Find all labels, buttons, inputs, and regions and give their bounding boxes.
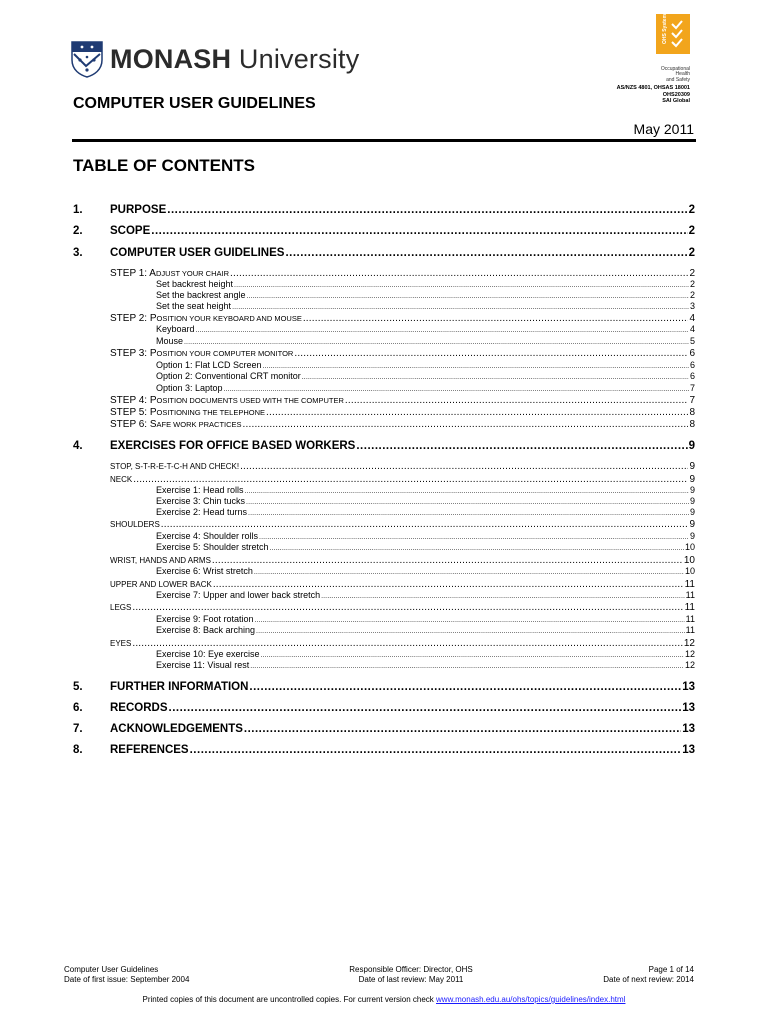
toc-entry-laptop[interactable]: Option 3: Laptop ..... 7 <box>156 383 695 394</box>
toc-entry-step1[interactable]: STEP 1: ADJUST YOUR CHAIR ..... 2 <box>110 268 695 279</box>
toc-entry-step3[interactable]: STEP 3: POSITION YOUR COMPUTER MONITOR ..... 6 <box>110 348 695 359</box>
toc-entry-step4[interactable]: STEP 4: POSITION DOCUMENTS USED WITH THE COMPUTER ..... 7 <box>110 395 695 406</box>
toc-heading: TABLE OF CONTENTS <box>73 156 255 175</box>
toc-entry-exercise-10[interactable]: Exercise 10: Eye exercise ..... 12 <box>156 649 695 660</box>
toc-entry-exercise-7[interactable]: Exercise 7: Upper and lower back stretch ..... 11 <box>156 590 695 601</box>
toc-entry-step2[interactable]: STEP 2: POSITION YOUR KEYBOARD AND MOUSE ..... 4 <box>110 313 695 324</box>
toc-entry-exercise-2[interactable]: Exercise 2: Head turns ..... 9 <box>156 507 695 518</box>
toc-entry-exercise-5[interactable]: Exercise 5: Shoulder stretch ..... 10 <box>156 542 695 553</box>
footer-center <box>300 965 522 985</box>
toc-entry-back[interactable]: UPPER AND LOWER BACK ..... 11 <box>110 579 695 590</box>
toc-entry-step5[interactable]: STEP 5: POSITIONING THE TELEPHONE ..... 8 <box>110 407 695 418</box>
uncontrolled-copy-note: Printed copies of this document are uncontrolled copies. For current version check www.monash.edu.au/ohs/topics/guidelines/index.html <box>142 995 626 1004</box>
toc-entry-shoulders[interactable]: SHOULDERS ..... 9 <box>110 519 695 530</box>
toc-entry-exercise-9[interactable]: Exercise 9: Foot rotation ..... 11 <box>156 614 695 625</box>
ohs-caption: Occupational Health and Safety <box>660 65 690 83</box>
footer-doc-name: Computer User Guidelines <box>64 965 159 974</box>
ohs-certifier: SAI Global <box>662 98 690 104</box>
toc-entry-exercise-8[interactable]: Exercise 8: Back arching ..... 11 <box>156 625 695 636</box>
toc-entry-exercise-1[interactable]: Exercise 1: Head rolls ..... 9 <box>156 485 695 496</box>
toc-entry-mouse[interactable]: Mouse ..... 5 <box>156 336 695 347</box>
toc-entry-step6[interactable]: STEP 6: SAFE WORK PRACTICES ..... 8 <box>110 419 695 430</box>
toc-entry-references[interactable]: 8. REFERENCES ..... 13 <box>110 743 695 757</box>
footer-last-review: Date of last review: May 2011 <box>358 975 464 984</box>
document-title: COMPUTER USER GUIDELINES <box>73 95 316 112</box>
toc-entry-eyes[interactable]: EYES ..... 12 <box>110 638 695 649</box>
svg-text:OHS System: OHS System <box>662 14 668 44</box>
ohs-cert-number: OHS20309 <box>662 91 690 98</box>
monash-crest-icon <box>70 40 104 78</box>
toc-entry-acknowledgements[interactable]: 7. ACKNOWLEDGEMENTS ..... 13 <box>110 722 695 736</box>
ohs-system-badge-icon <box>650 14 690 62</box>
toc-entry-exercise-3[interactable]: Exercise 3: Chin tucks ..... 9 <box>156 496 695 507</box>
footer-page-number: Page 1 of 14 <box>648 965 694 974</box>
toc-entry-seat-height[interactable]: Set the seat height ..... 3 <box>156 301 695 312</box>
toc-entry-lcd-screen[interactable]: Option 1: Flat LCD Screen ..... 6 <box>156 360 695 371</box>
ohs-certification <box>598 14 690 105</box>
toc-entry-stop-stretch[interactable]: STOP, S-T-R-E-T-C-H AND CHECK! ..... 9 <box>110 461 695 472</box>
toc-entry-crt-monitor[interactable]: Option 2: Conventional CRT monitor ..... 6 <box>156 371 695 382</box>
toc-entry-neck[interactable]: NECK ..... 9 <box>110 474 695 485</box>
logo-wordmark: MONASH University <box>110 44 360 74</box>
footer-next-review: Date of next review: 2014 <box>603 975 694 984</box>
toc-entry-exercise-6[interactable]: Exercise 6: Wrist stretch ..... 10 <box>156 566 695 577</box>
footer-left <box>64 965 189 985</box>
toc-entry-backrest-height[interactable]: Set backrest height ..... 2 <box>156 279 695 290</box>
toc-entry-backrest-angle[interactable]: Set the backrest angle ..... 2 <box>156 290 695 301</box>
toc-entry-wrist[interactable]: WRIST, HANDS AND ARMS ..... 10 <box>110 555 695 566</box>
toc-entry-purpose[interactable]: 1. PURPOSE ..... 2 <box>110 203 695 217</box>
toc-entry-keyboard[interactable]: Keyboard ..... 4 <box>156 324 695 335</box>
guidelines-link[interactable]: www.monash.edu.au/ohs/topics/guidelines/index.html <box>436 995 626 1004</box>
footer-responsible-officer: Responsible Officer: Director, OHS <box>349 965 473 974</box>
toc-entry-exercise-4[interactable]: Exercise 4: Shoulder rolls ..... 9 <box>156 531 695 542</box>
toc-entry-records[interactable]: 6. RECORDS ..... 13 <box>110 701 695 715</box>
ohs-standard: AS/NZS 4801, OHSAS 18001 <box>616 85 690 91</box>
header-divider <box>72 139 696 142</box>
document-date: May 2011 <box>633 121 694 137</box>
toc-entry-exercise-11[interactable]: Exercise 11: Visual rest ..... 12 <box>156 660 695 671</box>
toc-entry-scope[interactable]: 2. SCOPE ..... 2 <box>110 224 695 238</box>
toc-entry-exercises[interactable]: 4. EXERCISES FOR OFFICE BASED WORKERS ..... 9 <box>110 439 695 453</box>
toc-entry-legs[interactable]: LEGS ..... 11 <box>110 602 695 613</box>
toc-entry-guidelines[interactable]: 3. COMPUTER USER GUIDELINES ..... 2 <box>110 246 695 260</box>
footer-first-issue: Date of first issue: September 2004 <box>64 975 190 984</box>
toc-entry-further-information[interactable]: 5. FURTHER INFORMATION ..... 13 <box>110 680 695 694</box>
monash-logo <box>70 40 359 78</box>
footer-right <box>603 965 694 985</box>
